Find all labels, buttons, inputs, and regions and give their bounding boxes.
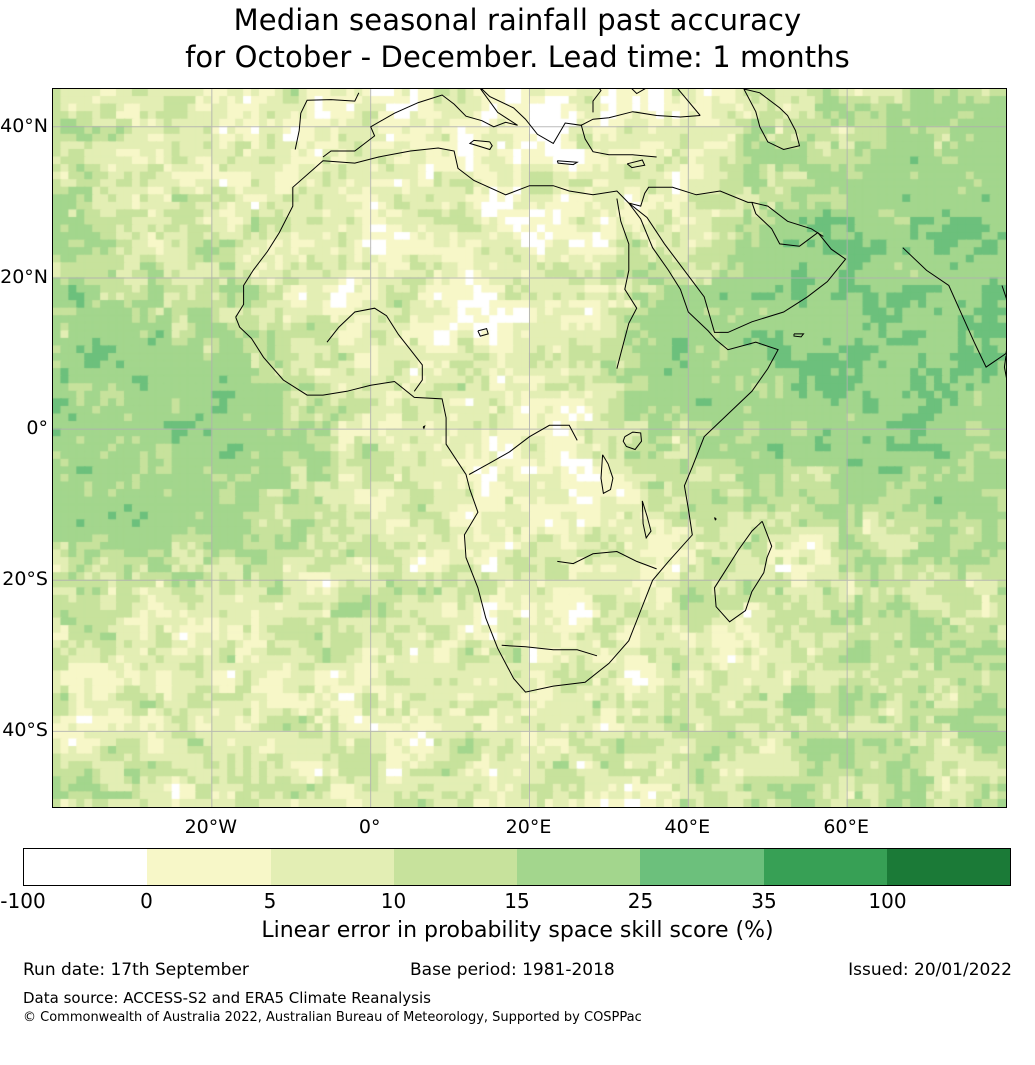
colorbar-tick: 35 [751, 889, 777, 913]
longitude-tick: 60°E [823, 816, 869, 838]
colorbar-tick: 5 [263, 889, 277, 913]
colorbar-label: Linear error in probability space skill score (%) [261, 918, 774, 943]
colorbar-segment [394, 849, 517, 885]
run-date-text: Run date: 17th September [23, 960, 249, 980]
latitude-tick: 40°N [0, 114, 48, 137]
data-source-text: Data source: ACCESS-S2 and ERA5 Climate Reanalysis [23, 989, 431, 1007]
colorbar-tick: 15 [504, 889, 530, 913]
colorbar-tick: -100 [0, 889, 46, 913]
colorbar-tick: 10 [380, 889, 407, 913]
colorbar-segment [640, 849, 763, 885]
copyright-text: © Commonwealth of Australia 2022, Australian Bureau of Meteorology, Supported by COSPPac [23, 1010, 642, 1025]
colorbar-segment [24, 849, 147, 885]
longitude-tick: 0° [358, 816, 381, 838]
longitude-tick: 20°E [505, 816, 552, 838]
footer [0, 960, 1035, 1025]
longitude-tick: 40°E [664, 816, 711, 838]
latitude-tick: 20°S [2, 568, 48, 591]
map-overlay [53, 89, 1006, 807]
colorbar-tick: 25 [627, 889, 654, 913]
title-line-1: Median seasonal rainfall past accuracy [233, 3, 802, 37]
colorbar-tick: 100 [868, 889, 907, 913]
latitude-tick: 40°S [2, 719, 48, 742]
page-title [0, 0, 1035, 76]
longitude-tick: 20°W [184, 816, 238, 838]
latitude-tick: 20°N [0, 265, 48, 288]
map-gridlines [53, 89, 1006, 807]
colorbar-segment [764, 849, 887, 885]
colorbar-segment [887, 849, 1010, 885]
latitude-tick: 0° [26, 417, 48, 440]
colorbar [23, 848, 1011, 886]
colorbar-segment [517, 849, 640, 885]
colorbar-tick: 0 [140, 889, 153, 913]
colorbar-segment [147, 849, 270, 885]
title-line-2: for October - December. Lead time: 1 months [185, 40, 850, 74]
map-coastlines [236, 89, 1006, 692]
base-period-text: Base period: 1981-2018 [410, 960, 615, 980]
map-plot-area [52, 88, 1007, 808]
colorbar-segment [271, 849, 394, 885]
issued-text: Issued: 20/01/2022 [848, 960, 1012, 980]
